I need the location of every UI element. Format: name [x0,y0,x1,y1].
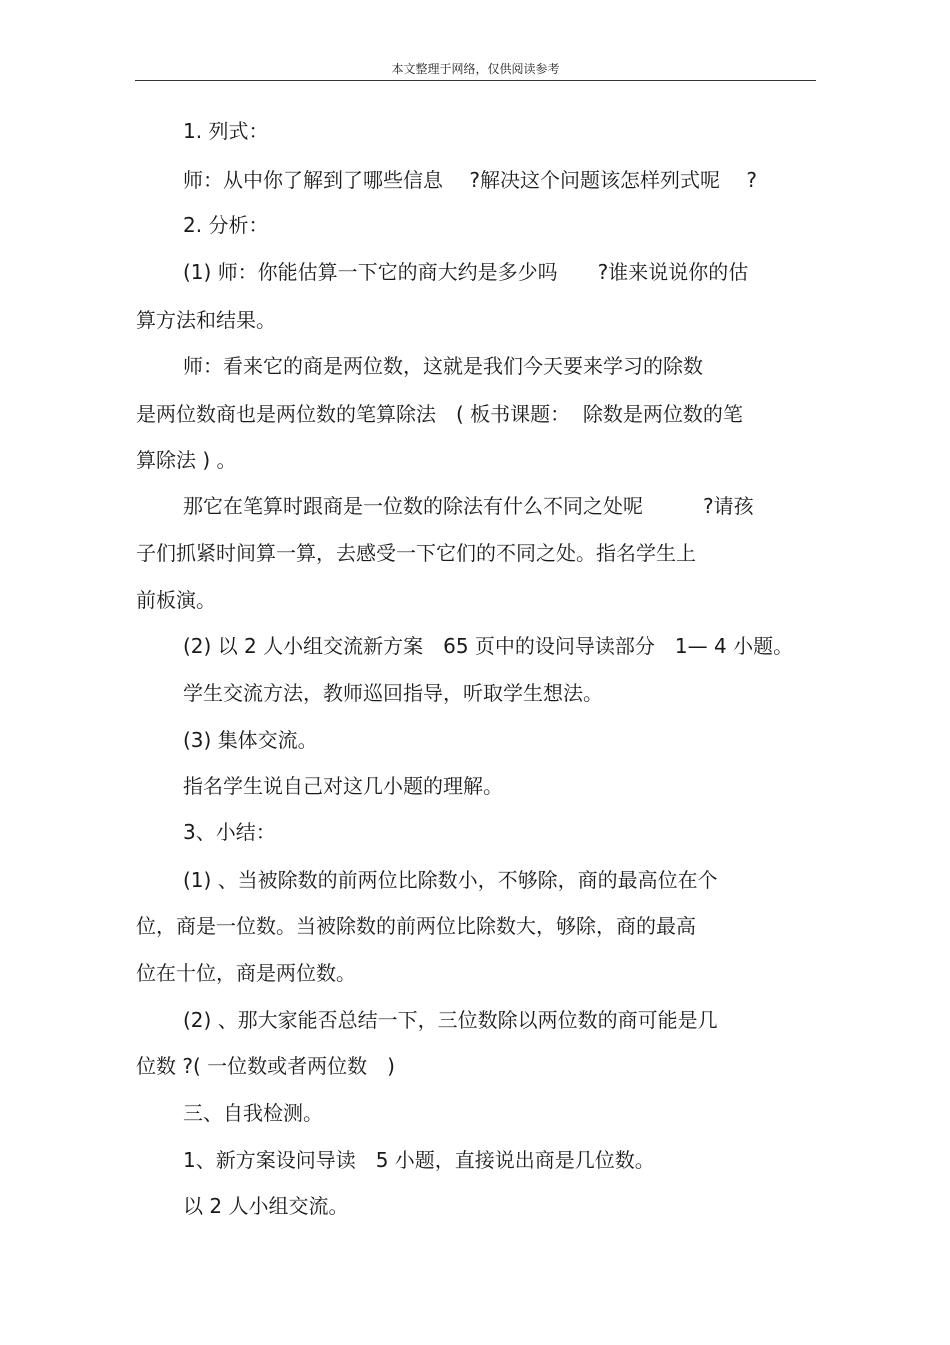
text-line: 算除法 ) 。 [136,448,237,472]
text-line: 前板演。 [136,588,216,612]
text-line: (1) 、当被除数的前两位比除数小，不够除，商的最高位在个 [183,868,718,892]
text-line: 师：看来它的商是两位数，这就是我们今天要来学习的除数 [183,354,703,378]
text-line: 子们抓紧时间算一算，去感受一下它们的不同之处。指名学生上 [136,541,696,565]
text-line: (1) 师：你能估算一下它的商大约是多少吗 ?谁来说说你的估 [183,260,749,284]
text-line: 指名学生说自己对这几小题的理解。 [183,774,503,798]
text-line: (2) 、那大家能否总结一下，三位数除以两位数的商可能是几 [183,1008,718,1032]
text-line: 1. 列式： [183,119,269,143]
text-line: (2) 以 2 人小组交流新方案 65 页中的设问导读部分 1— 4 小题。 [183,634,794,658]
text-line: (3) 集体交流。 [183,728,318,752]
page-header: 本文整理于网络，仅供阅读参考 [135,58,816,81]
text-line: 是两位数商也是两位数的笔算除法 ( 板书课题： 除数是两位数的笔 [136,402,743,426]
text-line: 2. 分析： [183,213,269,237]
text-line: 位，商是一位数。当被除数的前两位比除数大，够除，商的最高 [136,914,696,938]
text-line: 3、小结： [183,820,276,844]
text-line: 算方法和结果。 [136,308,276,332]
text-line: 位在十位，商是两位数。 [136,961,356,985]
text-line: 那它在笔算时跟商是一位数的除法有什么不同之处呢 ?请孩 [183,494,754,518]
text-line: 三、自我检测。 [183,1101,323,1125]
text-line: 位数 ?( 一位数或者两位数 ) [136,1054,395,1078]
text-line: 以 2 人小组交流。 [183,1194,349,1218]
text-line: 学生交流方法，教师巡回指导，听取学生想法。 [183,681,603,705]
text-line: 1、新方案设问导读 5 小题，直接说出商是几位数。 [183,1148,655,1172]
text-line: 师：从中你了解到了哪些信息 ?解决这个问题该怎样列式呢 ? [183,168,757,192]
